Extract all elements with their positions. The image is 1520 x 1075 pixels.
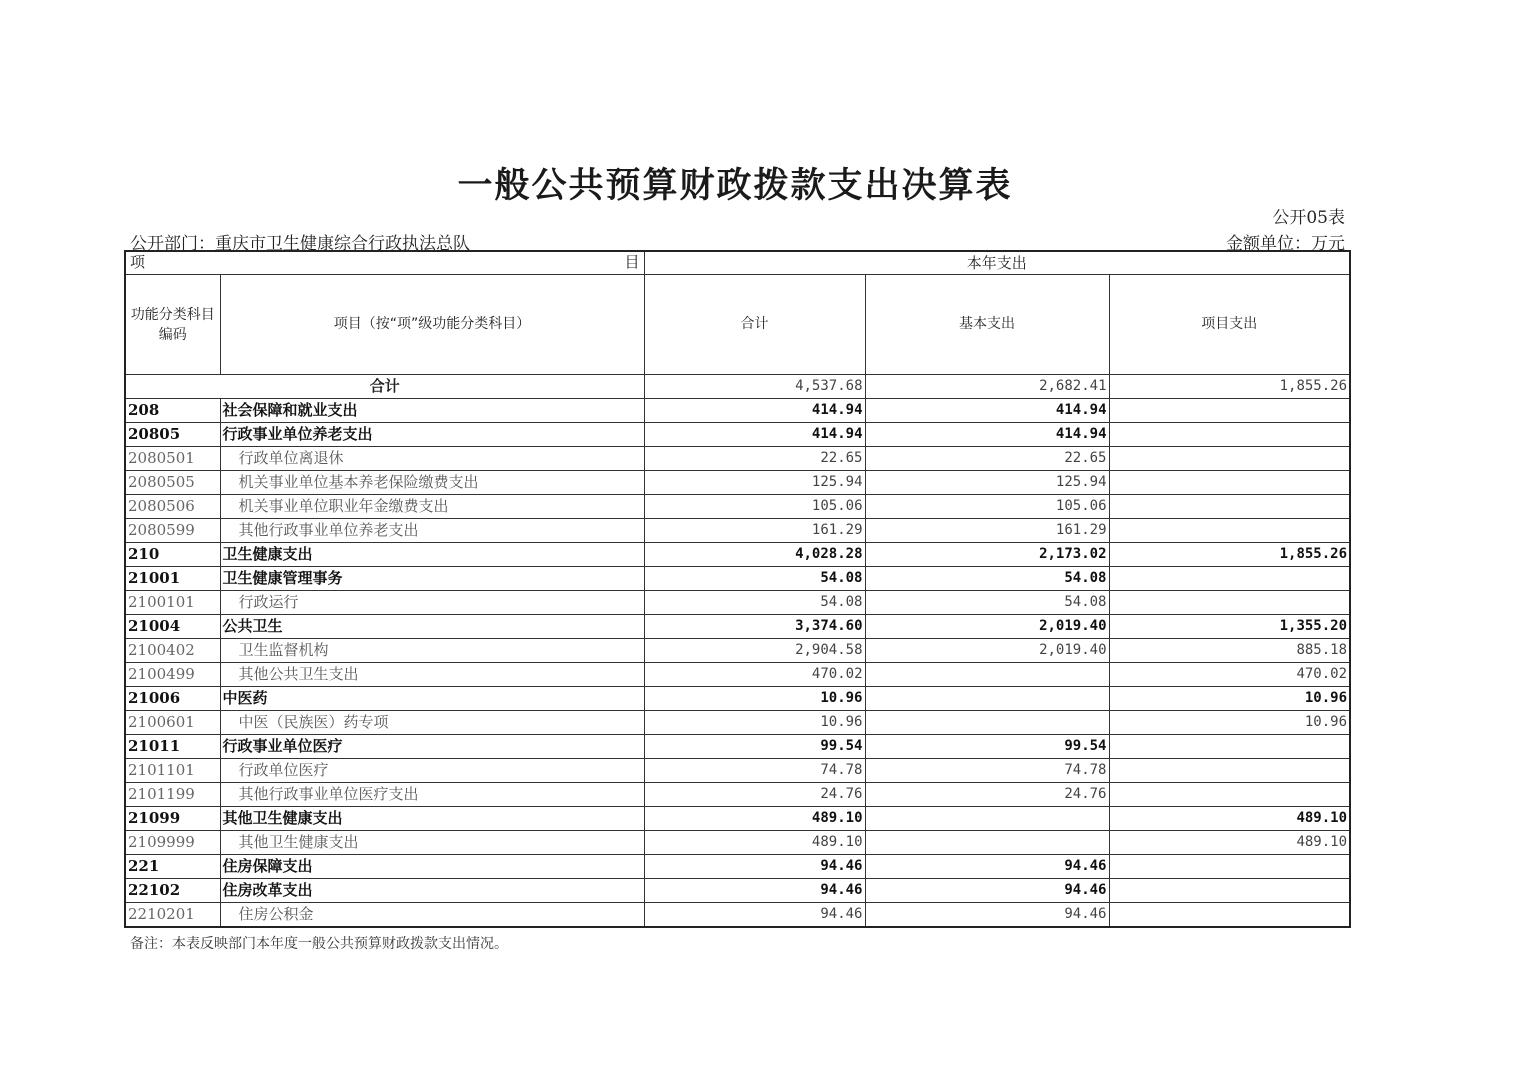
row-basic: 2,019.40	[865, 615, 1109, 639]
row-project	[1109, 519, 1350, 543]
row-code: 2080505	[125, 471, 220, 495]
row-project	[1109, 855, 1350, 879]
row-project	[1109, 735, 1350, 759]
page-title: 一般公共预算财政拨款支出决算表	[457, 166, 1013, 206]
row-basic: 24.76	[865, 783, 1109, 807]
row-project	[1109, 783, 1350, 807]
row-total: 125.94	[644, 471, 865, 495]
row-total: 10.96	[644, 687, 865, 711]
row-code: 21004	[125, 615, 220, 639]
total-row	[125, 375, 1350, 399]
table-row	[125, 903, 1350, 928]
row-project	[1109, 399, 1350, 423]
row-code: 2109999	[125, 831, 220, 855]
amount-unit-label: 金额单位：万元	[1226, 234, 1345, 254]
row-total: 94.46	[644, 855, 865, 879]
header-row-1	[125, 251, 1350, 275]
item-header-right: 目	[624, 253, 640, 271]
row-code: 208	[125, 399, 220, 423]
row-basic: 161.29	[865, 519, 1109, 543]
row-basic	[865, 711, 1109, 735]
form-number: 公开05表	[1272, 208, 1345, 228]
row-name: 行政单位离退休	[220, 447, 644, 471]
table-row	[125, 807, 1350, 831]
row-basic	[865, 663, 1109, 687]
row-basic: 54.08	[865, 591, 1109, 615]
row-total: 489.10	[644, 831, 865, 855]
total-column-header: 合计	[644, 275, 865, 375]
row-project: 885.18	[1109, 639, 1350, 663]
row-project	[1109, 879, 1350, 903]
row-basic: 2,173.02	[865, 543, 1109, 567]
row-total: 94.46	[644, 879, 865, 903]
row-code: 2080501	[125, 447, 220, 471]
table-row	[125, 663, 1350, 687]
row-name: 住房改革支出	[220, 879, 644, 903]
row-project: 470.02	[1109, 663, 1350, 687]
row-name: 其他行政事业单位医疗支出	[220, 783, 644, 807]
row-project: 10.96	[1109, 687, 1350, 711]
row-basic: 2,019.40	[865, 639, 1109, 663]
row-code: 20805	[125, 423, 220, 447]
row-project	[1109, 423, 1350, 447]
row-name: 住房公积金	[220, 903, 644, 928]
row-code: 2210201	[125, 903, 220, 928]
row-code: 21011	[125, 735, 220, 759]
table-row	[125, 447, 1350, 471]
total-basic: 2,682.41	[865, 375, 1109, 399]
row-name: 中医（民族医）药专项	[220, 711, 644, 735]
table-row	[125, 783, 1350, 807]
row-total: 489.10	[644, 807, 865, 831]
row-name: 住房保障支出	[220, 855, 644, 879]
row-code: 22102	[125, 879, 220, 903]
table-row	[125, 639, 1350, 663]
table-row	[125, 399, 1350, 423]
row-basic	[865, 831, 1109, 855]
row-basic: 414.94	[865, 399, 1109, 423]
row-total: 414.94	[644, 399, 865, 423]
row-basic	[865, 687, 1109, 711]
row-code: 21006	[125, 687, 220, 711]
table-row	[125, 543, 1350, 567]
row-total: 22.65	[644, 447, 865, 471]
table-row	[125, 855, 1350, 879]
row-total: 24.76	[644, 783, 865, 807]
table-row	[125, 519, 1350, 543]
table-row	[125, 735, 1350, 759]
expense-table	[124, 250, 1351, 928]
table-row	[125, 591, 1350, 615]
item-header-left: 项	[130, 253, 146, 271]
row-code: 2100499	[125, 663, 220, 687]
row-total: 10.96	[644, 711, 865, 735]
row-project: 10.96	[1109, 711, 1350, 735]
row-basic: 125.94	[865, 471, 1109, 495]
row-name: 机关事业单位职业年金缴费支出	[220, 495, 644, 519]
project-column-header: 项目支出	[1109, 275, 1350, 375]
row-basic: 94.46	[865, 879, 1109, 903]
row-total: 54.08	[644, 591, 865, 615]
row-project	[1109, 903, 1350, 928]
table-row	[125, 567, 1350, 591]
row-basic: 94.46	[865, 903, 1109, 928]
row-code: 2101199	[125, 783, 220, 807]
table-row	[125, 423, 1350, 447]
row-basic: 54.08	[865, 567, 1109, 591]
row-basic: 22.65	[865, 447, 1109, 471]
row-total: 470.02	[644, 663, 865, 687]
row-total: 3,374.60	[644, 615, 865, 639]
table-row	[125, 471, 1350, 495]
table-row	[125, 831, 1350, 855]
row-project	[1109, 591, 1350, 615]
row-name: 卫生健康支出	[220, 543, 644, 567]
name-column-header: 项目（按“项”级功能分类科目）	[220, 275, 644, 375]
row-name: 其他卫生健康支出	[220, 807, 644, 831]
year-expense-header: 本年支出	[644, 251, 1350, 275]
total-amount: 4,537.68	[644, 375, 865, 399]
row-code: 21001	[125, 567, 220, 591]
row-code: 21099	[125, 807, 220, 831]
row-basic: 105.06	[865, 495, 1109, 519]
row-total: 54.08	[644, 567, 865, 591]
row-total: 94.46	[644, 903, 865, 928]
row-name: 其他公共卫生支出	[220, 663, 644, 687]
department-label: 公开部门：重庆市卫生健康综合行政执法总队	[130, 234, 470, 254]
row-total: 4,028.28	[644, 543, 865, 567]
row-code: 2100101	[125, 591, 220, 615]
row-basic: 414.94	[865, 423, 1109, 447]
row-name: 卫生监督机构	[220, 639, 644, 663]
row-project: 1,855.26	[1109, 543, 1350, 567]
row-name: 卫生健康管理事务	[220, 567, 644, 591]
row-name: 公共卫生	[220, 615, 644, 639]
row-project: 1,355.20	[1109, 615, 1350, 639]
code-column-header: 功能分类科目编码	[125, 275, 220, 375]
table-row	[125, 759, 1350, 783]
table-row	[125, 711, 1350, 735]
row-name: 行政事业单位医疗	[220, 735, 644, 759]
row-basic: 94.46	[865, 855, 1109, 879]
row-project	[1109, 495, 1350, 519]
row-name: 中医药	[220, 687, 644, 711]
row-basic: 99.54	[865, 735, 1109, 759]
row-name: 机关事业单位基本养老保险缴费支出	[220, 471, 644, 495]
row-code: 2080599	[125, 519, 220, 543]
row-project: 489.10	[1109, 831, 1350, 855]
row-name: 行政运行	[220, 591, 644, 615]
row-code: 2101101	[125, 759, 220, 783]
row-total: 99.54	[644, 735, 865, 759]
row-total: 161.29	[644, 519, 865, 543]
row-project: 489.10	[1109, 807, 1350, 831]
row-total: 74.78	[644, 759, 865, 783]
total-project: 1,855.26	[1109, 375, 1350, 399]
row-code: 210	[125, 543, 220, 567]
row-name: 行政事业单位养老支出	[220, 423, 644, 447]
row-project	[1109, 567, 1350, 591]
row-total: 2,904.58	[644, 639, 865, 663]
row-total: 414.94	[644, 423, 865, 447]
row-total: 105.06	[644, 495, 865, 519]
row-code: 2100402	[125, 639, 220, 663]
row-name: 其他行政事业单位养老支出	[220, 519, 644, 543]
row-name: 其他卫生健康支出	[220, 831, 644, 855]
total-label: 合计	[125, 375, 644, 399]
footnote: 备注：本表反映部门本年度一般公共预算财政拨款支出情况。	[130, 936, 508, 952]
basic-column-header: 基本支出	[865, 275, 1109, 375]
row-code: 221	[125, 855, 220, 879]
row-project	[1109, 447, 1350, 471]
row-name: 行政单位医疗	[220, 759, 644, 783]
row-code: 2080506	[125, 495, 220, 519]
row-name: 社会保障和就业支出	[220, 399, 644, 423]
table-row	[125, 687, 1350, 711]
table-row	[125, 879, 1350, 903]
row-code: 2100601	[125, 711, 220, 735]
table-row	[125, 495, 1350, 519]
row-project	[1109, 471, 1350, 495]
row-project	[1109, 759, 1350, 783]
item-header-cell	[125, 251, 644, 275]
header-row-2	[125, 275, 1350, 375]
table-row	[125, 615, 1350, 639]
row-basic	[865, 807, 1109, 831]
row-basic: 74.78	[865, 759, 1109, 783]
